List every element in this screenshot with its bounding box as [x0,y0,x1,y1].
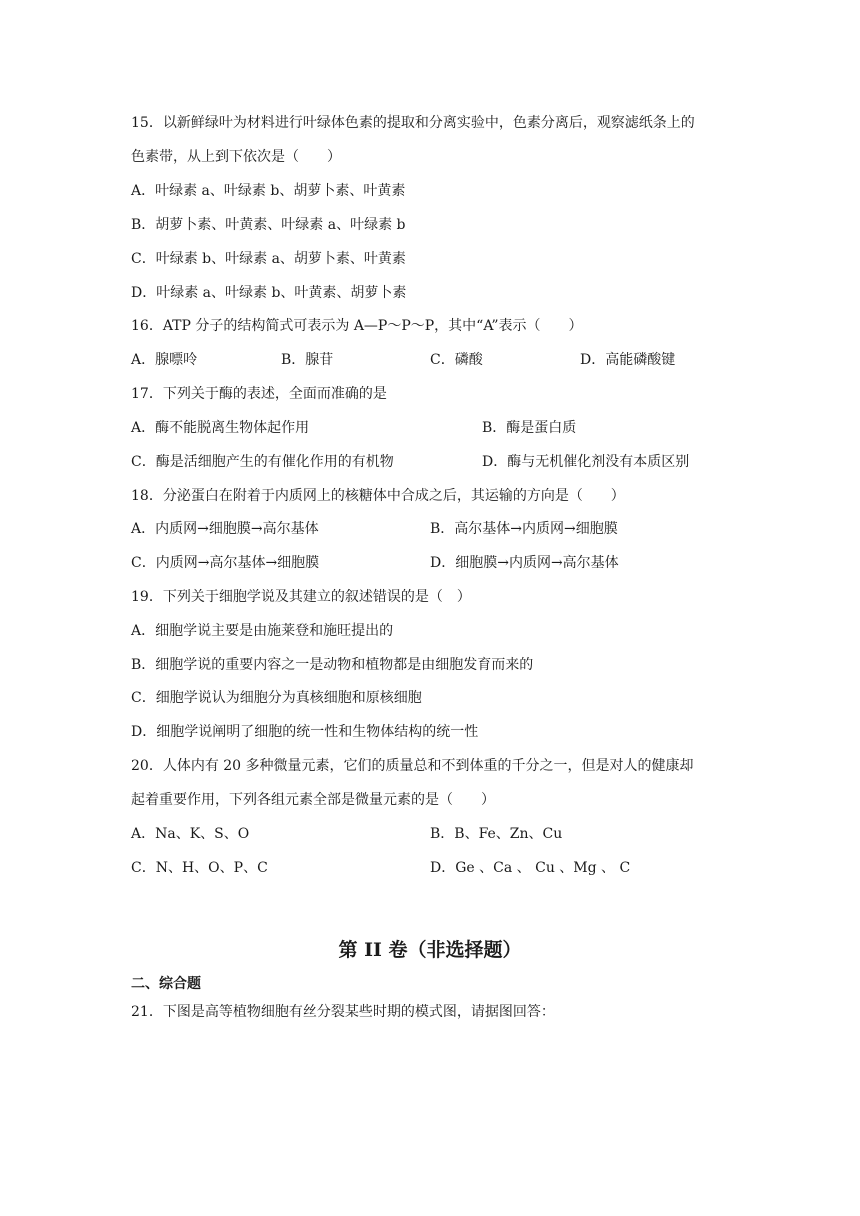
q16-option-b: B．腺苷 [281,352,334,368]
q17-option-b: B．酶是蛋白质 [482,420,577,436]
q19-option-b: B．细胞学说的重要内容之一是动物和植物都是由细胞发育而来的 [131,657,534,673]
q15-option-d: D．叶绿素 a、叶绿素 b、叶黄素、胡萝卜素 [131,285,407,301]
section-heading: 二、综合题 [131,976,201,992]
q16-option-a: A．腺嘌呤 [131,352,198,368]
q15-option-b: B．胡萝卜素、叶黄素、叶绿素 a、叶绿素 b [131,217,406,233]
q18-option-a: A．内质网→细胞膜→高尔基体 [131,521,319,537]
part2-title: 第 II 卷（非选择题） [338,939,522,961]
q21-stem: 21．下图是高等植物细胞有丝分裂某些时期的模式图，请据图回答： [131,1004,555,1020]
q15-option-a: A．叶绿素 a、叶绿素 b、胡萝卜素、叶黄素 [131,183,406,199]
q20-option-a: A．Na、K、S、O [131,826,250,842]
q20-option-c: C．N、H、O、P、C [131,860,268,876]
q19-stem: 19．下列关于细胞学说及其建立的叙述错误的是（ ） [131,589,471,605]
q20-option-d: D．Ge 、Ca 、 Cu 、Mg 、 C [430,860,631,876]
q19-option-c: C．细胞学说认为细胞分为真核细胞和原核细胞 [131,690,422,706]
q19-option-a: A．细胞学说主要是由施莱登和施旺提出的 [131,623,394,639]
q16-stem: 16．ATP 分子的结构简式可表示为 A—P～P～P，其中“A”表示（ ） [131,318,583,334]
q15-stem-line1: 15．以新鲜绿叶为材料进行叶绿体色素的提取和分离实验中，色素分离后，观察滤纸条上的 [131,115,695,131]
q15-stem-line2: 色素带，从上到下依次是（ ） [131,149,341,165]
q18-option-d: D．细胞膜→内质网→高尔基体 [430,555,619,571]
q18-option-b: B．高尔基体→内质网→细胞膜 [430,521,618,537]
q16-option-d: D．高能磷酸键 [580,352,676,368]
q17-option-c: C．酶是活细胞产生的有催化作用的有机物 [131,454,394,470]
q17-stem: 17．下列关于酶的表述，全面而准确的是 [131,386,387,402]
q16-option-c: C．磷酸 [430,352,483,368]
q20-stem-line2: 起着重要作用，下列各组元素全部是微量元素的是（ ） [131,792,495,808]
q19-option-d: D．细胞学说阐明了细胞的统一性和生物体结构的统一性 [131,724,479,740]
q17-option-d: D．酶与无机催化剂没有本质区别 [482,454,690,470]
q18-option-c: C．内质网→高尔基体→细胞膜 [131,555,320,571]
q20-stem-line1: 20．人体内有 20 多种微量元素，它们的质量总和不到体重的千分之一，但是对人的健康却 [131,758,694,774]
q20-option-b: B．B、Fe、Zn、Cu [430,826,563,842]
q18-stem: 18．分泌蛋白在附着于内质网上的核糖体中合成之后，其运输的方向是（ ） [131,488,625,504]
q15-option-c: C．叶绿素 b、叶绿素 a、胡萝卜素、叶黄素 [131,251,406,267]
q17-option-a: A．酶不能脱离生物体起作用 [131,420,310,436]
